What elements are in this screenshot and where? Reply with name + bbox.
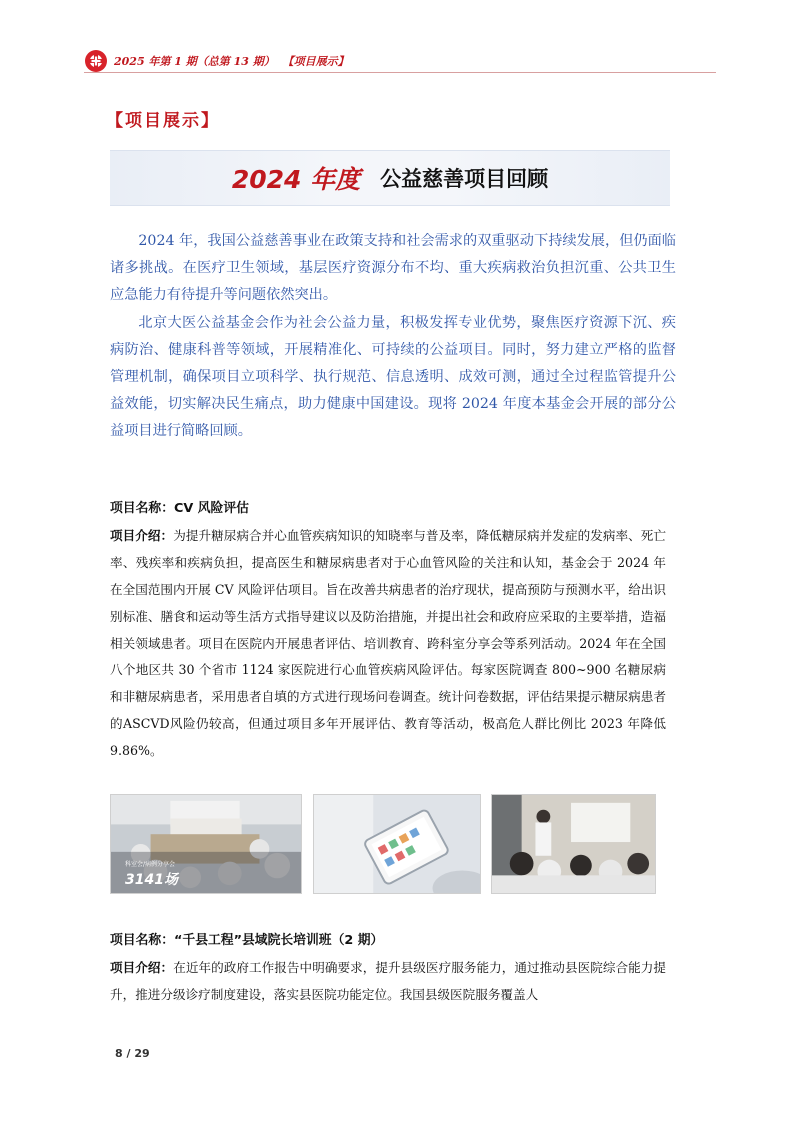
project-photos xyxy=(110,794,656,894)
title-banner xyxy=(110,150,670,206)
header-divider xyxy=(84,72,716,73)
project-county-training xyxy=(110,928,666,1009)
project2-name-line xyxy=(110,928,666,955)
meeting-room-photo xyxy=(110,794,302,894)
project-name-label: 项目名称： xyxy=(110,501,174,516)
project-cv-risk xyxy=(110,496,666,765)
project-intro-line xyxy=(110,523,666,765)
project-name-line xyxy=(110,496,666,523)
foundation-logo-icon xyxy=(84,49,108,73)
lecture-photo xyxy=(491,794,656,894)
project2-name-label: 项目名称： xyxy=(110,933,174,948)
photo-caption: 科室会/病例分享会 xyxy=(125,861,176,868)
banner-title: 公益慈善项目回顾 xyxy=(380,167,549,191)
project2-intro-line xyxy=(110,955,666,1009)
intro-paragraph-2: 北京大医公益基金会作为社会公益力量，积极发挥专业优势，聚焦医疗资源下沉、疾病防治、健康科普等领域，开展精准化、可持续的公益项目。同时，努力建立严格的监督管理机制，确保项目立项科学、执行规范、信息透明、成效可测，通过全过程监管提升公益效能，切实解决民生痛点，助力健康中国建设。现将 2024 年度本基金会开展的部分公益项目进行简略回顾。 xyxy=(110,314,676,440)
banner-year: 2024 年度 xyxy=(231,165,361,194)
photo-count-label: 3141场 xyxy=(125,872,178,888)
tablet-photo xyxy=(313,794,481,894)
project2-intro-label: 项目介绍： xyxy=(110,959,174,975)
header-section-label: 【项目展示】 xyxy=(282,55,349,68)
header-text xyxy=(114,53,353,69)
intro-paragraph-1: 2024 年，我国公益慈善事业在政策支持和社会需求的双重驱动下持续发展，但仍面临诸多挑战。在医疗卫生领域，基层医疗资源分布不均、重大疾病救治负担沉重、公共卫生应急能力有待提升等问题依然突出。 xyxy=(110,233,676,304)
section-tag: 【项目展示】 xyxy=(106,111,220,131)
project2-intro-text: 在近年的政府工作报告中明确要求，提升县级医疗服务能力，通过推动县医院综合能力提升，推进分级诊疗制度建设，落实县医院功能定位。我国县级医院服务覆盖人 xyxy=(110,959,667,1002)
page-header xyxy=(84,48,353,74)
project-name: CV 风险评估 xyxy=(173,501,249,516)
intro-section xyxy=(110,228,676,446)
page-number: 8 / 29 xyxy=(115,1047,150,1060)
project2-name: “千县工程”县域院长培训班（2 期） xyxy=(173,933,384,948)
project-intro-text: 为提升糖尿病合并心血管疾病知识的知晓率与普及率，降低糖尿病并发症的发病率、死亡率、残疾率和疾病负担，提高医生和糖尿病患者对于心血管风险的关注和认知，基金会于 2024 年在全国范围内开展 CV 风险评估项目。旨在改善共病患者的治疗现状，提高预防与预测水平，给出识别标准、膳食和运动等生活方式指导建议以及防治措施，并提出社会和政府应采取的主要举措，造福相关领域患者。项目在医院内开展患者评估、培训教育、跨科室分享会等系列活动。2024 年在全国八个地区共 30 个省市 1124 家医院进行心血管疾病风险评估。每家医院调查 800~900 名糖尿病和非糖尿病患者，采用患者自填的方式进行现场问卷调查。统计问卷数据，评估结果提示糖尿病患者的ASCVD风险仍较高，但通过项目多年开展评估、教育等活动，极高危人群比例比 2023 年降低 9.86%。 xyxy=(110,527,667,759)
project-intro-label: 项目介绍： xyxy=(110,527,174,543)
issue-label: 2025 年第 1 期（总第 13 期） xyxy=(114,55,275,68)
